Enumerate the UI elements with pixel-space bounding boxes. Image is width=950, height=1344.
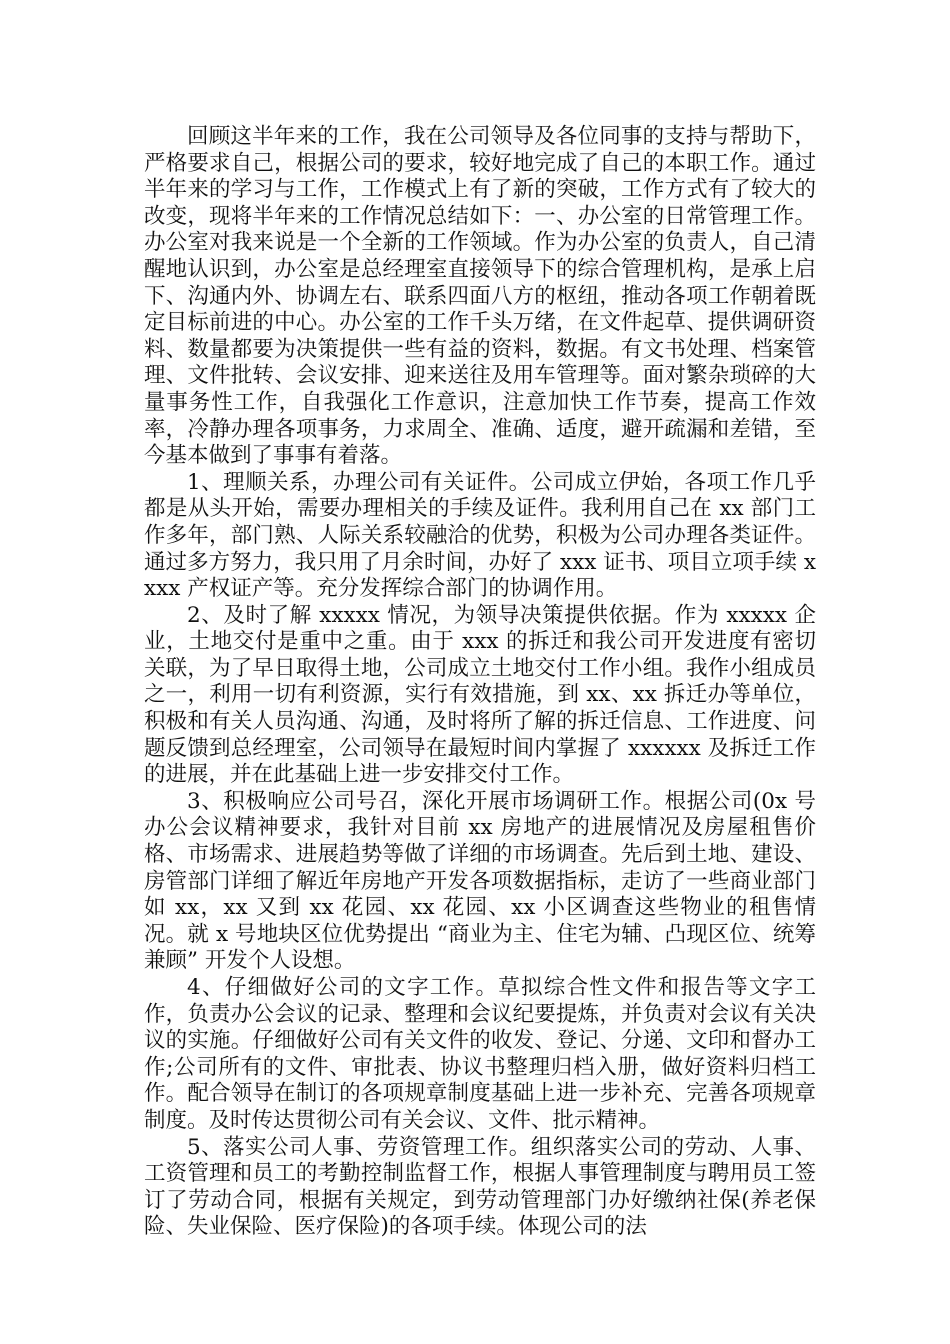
paragraph-item-1: 1、理顺关系，办理公司有关证件。公司成立伊始，各项工作几乎都是从头开始，需要办理相关的手续及证件。我利用自己在 xx 部门工作多年，部门熟、人际关系较融洽的优势，积极为公司办理各类证件。通过多方努力，我只用了月余时间，办好了 xxx 证书、项目立项手续 xxxx 产权证产等。充分发挥综合部门的协调作用。: [144, 469, 816, 602]
paragraph-intro: 回顾这半年来的工作，我在公司领导及各位同事的支持与帮助下，严格要求自己，根据公司的要求，较好地完成了自己的本职工作。通过半年来的学习与工作，工作模式上有了新的突破，工作方式有了较大的改变，现将半年来的工作情况总结如下：一、办公室的日常管理工作。办公室对我来说是一个全新的工作领域。作为办公室的负责人，自己清醒地认识到，办公室是总经理室直接领导下的综合管理机构，是承上启下、沟通内外、协调左右、联系四面八方的枢纽，推动各项工作朝着既定目标前进的中心。办公室的工作千头万绪，在文件起草、提供调研资料、数量都要为决策提供一些有益的资料，数据。有文书处理、档案管理、文件批转、会议安排、迎来送往及用车管理等。面对繁杂琐碎的大量事务性工作，自我强化工作意识，注意加快工作节奏，提高工作效率，冷静办理各项事务，力求周全、准确、适度，避开疏漏和差错，至今基本做到了事事有着落。: [144, 124, 816, 469]
document-body: [144, 124, 816, 1241]
paragraph-item-5: 5、落实公司人事、劳资管理工作。组织落实公司的劳动、人事、工资管理和员工的考勤控制监督工作，根据人事管理制度与聘用员工签订了劳动合同，根据有关规定，到劳动管理部门办好缴纳社保(养老保险、失业保险、医疗保险)的各项手续。体现公司的法: [144, 1134, 816, 1240]
paragraph-item-4: 4、仔细做好公司的文字工作。草拟综合性文件和报告等文字工作，负责办公会议的记录、整理和会议纪要提炼，并负责对会议有关决议的实施。仔细做好公司有关文件的收发、登记、分递、文印和督办工作;公司所有的文件、审批表、协议书整理归档入册，做好资料归档工作。配合领导在制订的各项规章制度基础上进一步补充、完善各项规章制度。及时传达贯彻公司有关会议、文件、批示精神。: [144, 975, 816, 1133]
paragraph-item-2: 2、及时了解 xxxxx 情况，为领导决策提供依据。作为 xxxxx 企业，土地交付是重中之重。由于 xxx 的拆迁和我公司开发进度有密切关联，为了早日取得土地，公司成立土地交付工作小组。我作小组成员之一，利用一切有利资源，实行有效措施，到 xx、xx 拆迁办等单位，积极和有关人员沟通、沟通，及时将所了解的拆迁信息、工作进度、问题反馈到总经理室，公司领导在最短时间内掌握了 xxxxxx 及拆迁工作的进展，并在此基础上进一步安排交付工作。: [144, 602, 816, 788]
paragraph-item-3: 3、积极响应公司号召，深化开展市场调研工作。根据公司(0x 号办公会议精神要求，我针对目前 xx 房地产的进展情况及房屋租售价格、市场需求、进展趋势等做了详细的市场调查。先后到土地、建设、房管部门详细了解近年房地产开发各项数据指标，走访了一些商业部门如 xx，xx 又到 xx 花园、xx 花园、xx 小区调查这些物业的租售情况。就 x 号地块区位优势提出 “商业为主、住宅为辅、凸现区位、统筹兼顾” 开发个人设想。: [144, 788, 816, 974]
